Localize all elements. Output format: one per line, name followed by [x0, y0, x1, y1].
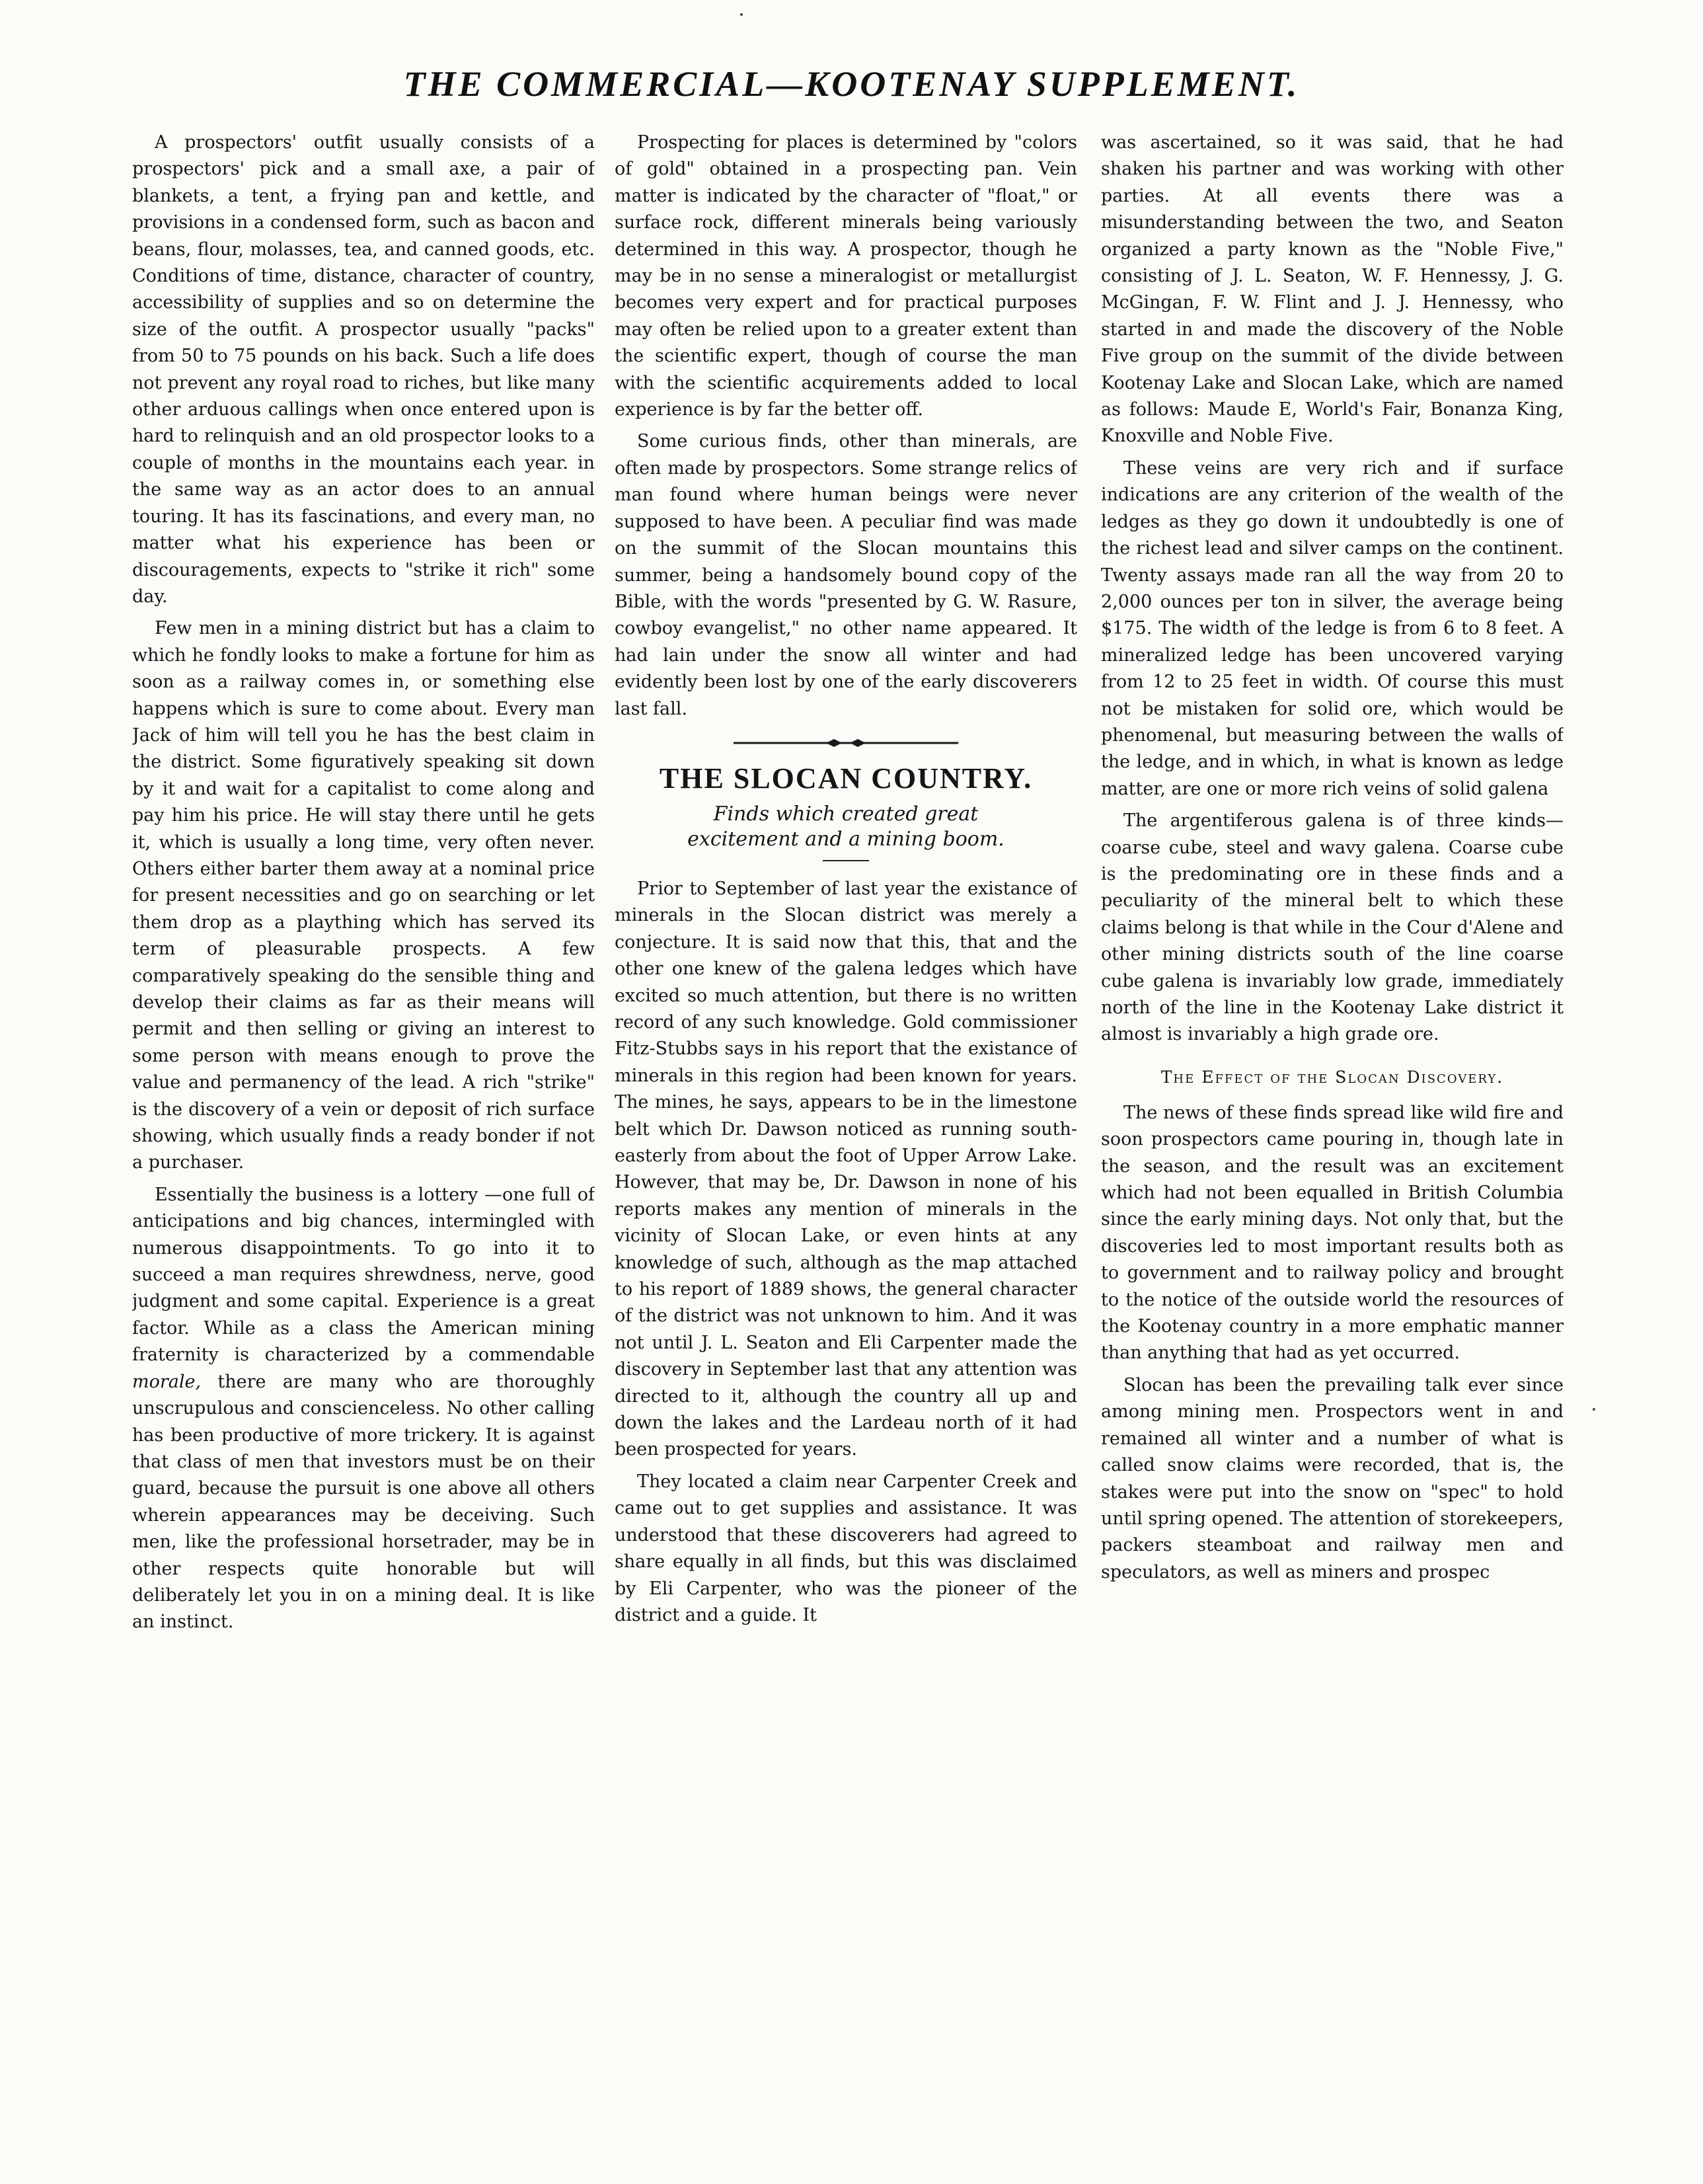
print-speck — [1593, 1408, 1595, 1411]
short-divider — [823, 860, 869, 861]
ornamental-rule — [615, 738, 1077, 748]
section-subheading: Finds which created great excitement and a mining boom. — [687, 802, 1004, 851]
paragraph: The news of these finds spread like wild fire and soon prospectors came pouring in, though late in the season, and the result was an excitement which had not been equalled in British Columbia since the early mining days. Not only that, but the discoveries led to most important results both as to government and to railway policy and brought to the notice of the outside world the resources of the Kootenay country in a more emphatic manner than anything that had as yet occurred. — [1101, 1102, 1564, 1364]
paragraph — [132, 1182, 595, 1636]
subsection-heading: The Effect of the Slocan Discovery. — [1160, 1067, 1504, 1087]
column-3 — [1101, 130, 1564, 2152]
paragraph: A prospectors' outfit usually consists of a prospectors' pick and a small axe, a pair of blankets, a tent, a frying pan and kettle, and provisions in a condensed form, such as bacon and beans, flour, molasses, tea, and canned goods, etc. Conditions of time, distance, character of country, accessibility of supplies and so on determine the size of the outfit. A prospector usually "packs" from 50 to 75 pounds on his back. Such a life does not prevent any royal road to riches, but like many other arduous callings when once entered upon is hard to relinquish and an old prospector looks to a couple of months in the mountains each year. in the same way as an actor does to an annual touring. It has its fascinations, and every man, no matter what his experience has been or discouragements, expects to "strike it rich" some day. — [132, 132, 595, 607]
emphasis: morale, — [132, 1371, 202, 1392]
paragraph: Slocan has been the prevailing talk ever since among mining men. Prospectors went in and remained all winter and a number of what is called snow claims were recorded, that is, the stakes were put into the snow on "spec" to hold until spring opened. The attention of storekeepers, packers steamboat and railway men and speculators, as well as miners and prospec — [1101, 1374, 1564, 1582]
paragraph: Prospecting for places is determined by "colors of gold" obtained in a prospecting pan. Vein matter is indicated by the character of "float," or surface rock, different minerals being variously determined in this way. A prospector, though he may be in no sense a mineralogist or metallurgist becomes very expert and for practical purposes may often be relied upon to a greater extent than the scientific expert, though of course the man with the scientific acquirements added to local experience is by far the better off. — [615, 132, 1077, 420]
paragraph: Prior to September of last year the existance of minerals in the Slocan district was merely a conjecture. It is said now that this, that and the other one knew of the galena ledges which have excited so much attention, but there is no written record of any such knowledge. Gold commissioner Fitz-Stubbs says in his report that the existance of minerals in this region had been known for years. The mines, he says, appears to be in the limestone belt which Dr. Dawson noticed as running south-easterly from about the foot of Upper Arrow Lake. However, that may be, Dr. Dawson in none of his reports makes any mention of minerals in the vicinity of Slocan Lake, or even hints at any knowledge of such, although as the map attached to his report of 1889 shows, the general character of the district was not unknown to him. And it was not until J. L. Seaton and Eli Carpenter made the discovery in September last that any attention was directed to it, although the country all up and down the lakes and the Lardeau north of it had been prospected for years. — [615, 878, 1077, 1460]
text-run: there are many who are thoroughly unscrupulous and conscienceless. No other calling has been productive of more trickery. It is against that class of men that investors must be on their guard, because the pursuit is one above all others wherein appearances may be deceiving. Such men, like the professional horsetrader, may be in other respects quite honorable but will deliberately let you in on a mining deal. It is like an instinct. — [132, 1371, 595, 1633]
paragraph: Few men in a mining district but has a claim to which he fondly looks to make a fortune for him as soon as a railway comes in, or something else happens which is sure to come about. Every man Jack of him will tell you he has the best claim in the district. Some figuratively speaking sit down by it and wait for a capitalist to come along and pay him his price. He will stay there until he gets it, which is usually a long time, very often never. Others either barter them away at a nominal price for present necessities and go on searching or let them drop as a plaything which has served its term of pleasurable prospects. A few comparatively speaking do the sensible thing and develop their claims as far as their means will permit and then selling or giving an interest to some person with means enough to prove the value and permanency of the lead. A rich "strike" is the discovery of a vein or deposit of rich surface showing, which usually finds a ready bonder if not a purchaser. — [132, 618, 595, 1173]
ornament-divider-icon — [734, 738, 958, 748]
print-speck — [740, 13, 743, 16]
page-title: THE COMMERCIAL—KOOTENAY SUPPLEMENT. — [403, 64, 1300, 104]
column-2 — [615, 130, 1077, 2152]
section-heading: THE SLOCAN COUNTRY. — [659, 761, 1033, 795]
paragraph: Some curious finds, other than minerals, are often made by prospectors. Some strange relics of man found where human beings were never supposed to have been. A peculiar find was made on the summit of the Slocan mountains this summer, being a handsomely bound copy of the Bible, with the words "presented by G. W. Rasure, cowboy evangelist," no other name appeared. It had lain under the snow all winter and had evidently been lost by one of the early discoverers last fall. — [615, 431, 1077, 719]
column-1 — [132, 130, 595, 2152]
paragraph: The argentiferous galena is of three kinds—coarse cube, steel and wavy galena. Coarse cube is the predominating ore in these finds and a peculiarity of the mineral belt to which these claims belong is that while in the Cour d'Alene and other mining districts south of the line coarse cube galena is invariably low grade, immediately north of the line in the Kootenay Lake district it almost is invariably a high grade ore. — [1101, 810, 1564, 1045]
text-run: Essentially the business is a lottery —one full of anticipations and big chances, intermingled with numerous disappointments. To go into it to succeed a man requires shrewdness, nerve, good judgment and some capital. Experience is a great factor. While as a class the American mining fraternity is characterized by a commendable — [132, 1184, 595, 1366]
paragraph: They located a claim near Carpenter Creek and came out to get supplies and assistance. It was understood that these discoverers had agreed to share equally in all finds, but this was disclaimed by Eli Carpenter, who was the pioneer of the district and a guide. It — [615, 1471, 1077, 1625]
paragraph: These veins are very rich and if surface indications are any criterion of the wealth of the ledges as they go down it undoubtedly is one of the richest lead and silver camps on the continent. Twenty assays made ran all the way from 20 to 2,000 ounces per ton in silver, the average being $175. The width of the ledge is from 6 to 8 feet. A mineralized ledge has been uncovered varying from 12 to 25 feet in width. Of course this must not be mistaken for solid ore, which would be phenomenal, but measuring between the walls of the ledge, and in which, in what is known as ledge matter, are one or more rich veins of solid galena — [1101, 457, 1564, 799]
paragraph: was ascertained, so it was said, that he had shaken his partner and was working with other parties. At all events there was a misunderstanding between the two, and Seaton organized a party known as the "Noble Five," consisting of J. L. Seaton, W. F. Hennessy, J. G. McGingan, F. W. Flint and J. J. Hennessy, who started in and made the discovery of the Noble Five group on the summit of the divide between Kootenay Lake and Slocan Lake, which are named as follows: Maude E, World's Fair, Bonanza King, Knoxville and Noble Five. — [1101, 132, 1564, 447]
